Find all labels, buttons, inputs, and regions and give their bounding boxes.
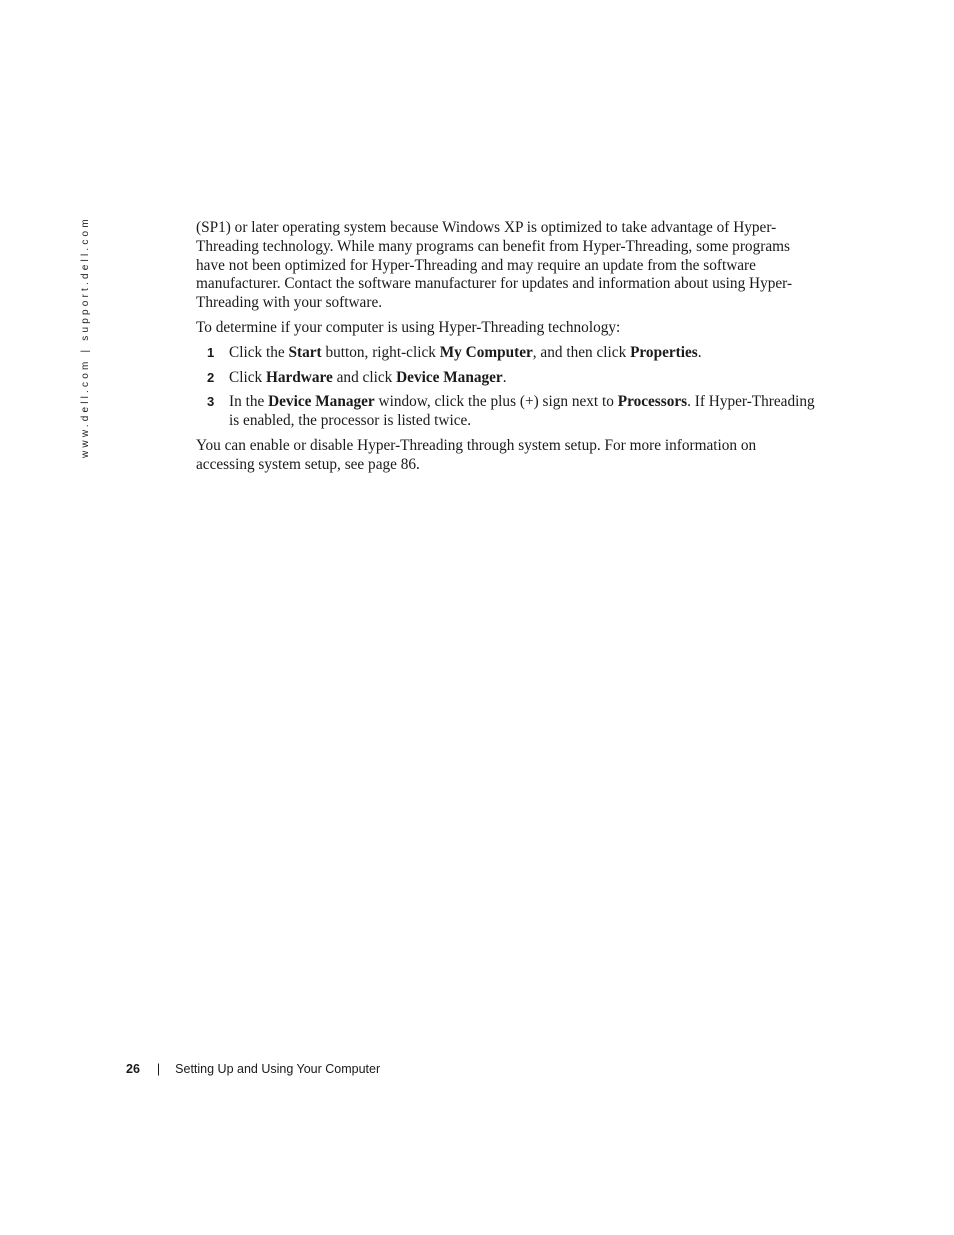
step-number: 1 (207, 344, 215, 360)
ui-term-properties: Properties (630, 343, 698, 361)
main-content (196, 219, 816, 481)
closing-paragraph: You can enable or disable Hyper-Threading through system setup. For more information on accessing system setup, see page 86. (196, 436, 757, 473)
step-text: and click (332, 368, 397, 386)
step-text: In the (229, 393, 269, 411)
footer-separator: | (156, 1062, 161, 1076)
lead-paragraph: To determine if your computer is using Hyper-Threading technology: (196, 318, 621, 336)
step-number: 3 (207, 394, 215, 410)
step-text: . (697, 343, 702, 361)
step-item (196, 344, 816, 363)
step-text: . If Hyper-Threading is enabled, the processor is listed twice. (229, 393, 815, 430)
sidebar-url: www.dell.com | support.dell.com (80, 216, 91, 458)
step-text: window, click the plus (+) sign next to (374, 393, 618, 411)
intro-paragraph: (SP1) or later operating system because Windows XP is optimized to take advantage of Hyper-Threading technology. While many programs can benefit from Hyper-Threading, some programs have not been optimized for Hyper-Threading and may require an update from the software manufacturer. Contact the software manufacturer for updates and information about using Hyper-Threading with your software. (196, 219, 793, 312)
ui-term-hardware: Hardware (265, 368, 333, 386)
step-text: Click (229, 368, 266, 386)
step-item (196, 393, 816, 431)
ui-term-my-computer: My Computer (439, 343, 533, 361)
steps-list (196, 344, 816, 431)
ui-term-processors: Processors (617, 393, 688, 411)
step-item (196, 369, 816, 388)
step-text: , and then click (532, 343, 631, 361)
step-text: button, right-click (321, 343, 440, 361)
ui-term-device-manager: Device Manager (268, 393, 375, 411)
section-title: Setting Up and Using Your Computer (175, 1062, 381, 1076)
step-text: Click the (229, 343, 289, 361)
step-text: . (502, 368, 507, 386)
step-number: 2 (207, 369, 215, 385)
page-footer (126, 1062, 380, 1076)
page-number: 26 (126, 1062, 140, 1076)
ui-term-device-manager: Device Manager (396, 368, 503, 386)
ui-term-start: Start (288, 343, 322, 361)
